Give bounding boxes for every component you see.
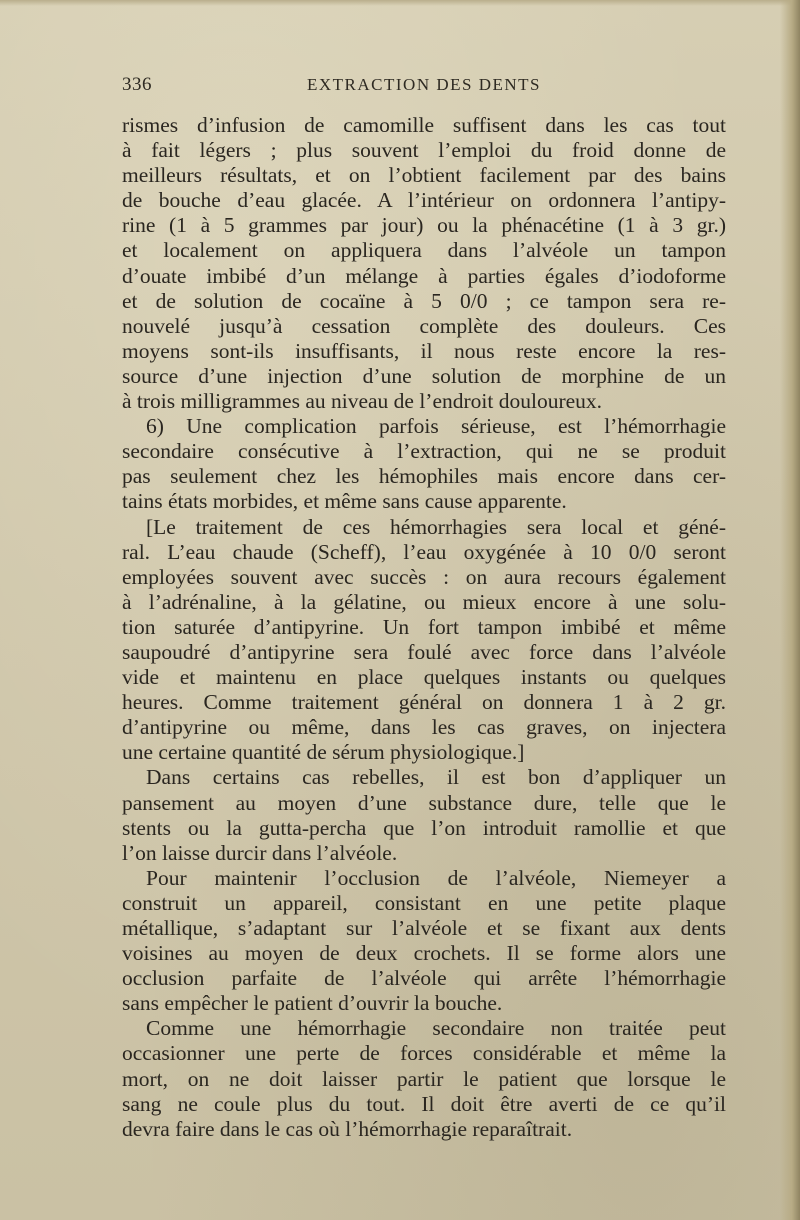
text-line: tains états morbides, et même sans cause apparente. xyxy=(122,489,567,514)
text-line: sans empêcher le patient d’ouvrir la bouche. xyxy=(122,991,503,1016)
text-line: d’antipyrine ou même, dans les cas graves, on injectera xyxy=(122,715,726,740)
text-line: stents ou la gutta-percha que l’on introduit ramollie et que xyxy=(122,815,726,840)
text-line: pansement au moyen d’une substance dure, telle que le xyxy=(122,790,726,815)
text-line: métallique, s’adaptant sur l’alvéole et se fixant aux dents xyxy=(122,916,726,940)
text-line: de bouche d’eau glacée. A l’intérieur on ordonnera l’antipy- xyxy=(122,188,726,213)
text-line: heures. Comme traitement général on donnera 1 à 2 gr. xyxy=(122,690,726,715)
text-line: Dans certains cas rebelles, il est bon d’appliquer un xyxy=(146,765,726,790)
text-line: rismes d’infusion de camomille suffisent dans les cas tout xyxy=(122,113,726,137)
text-line: tion saturée d’antipyrine. Un fort tampon imbibé et même xyxy=(122,614,726,639)
page-right-edge xyxy=(780,0,800,1220)
text-line: employées souvent avec succès : on aura recours également xyxy=(122,564,726,589)
text-line: saupoudré d’antipyrine sera foulé avec force dans l’alvéole xyxy=(122,639,726,664)
text-line: meilleurs résultats, et on l’obtient facilement par des bains xyxy=(122,163,726,188)
text-line: construit un appareil, consistant en une petite plaque xyxy=(122,890,726,915)
text-line: Comme une hémorrhagie secondaire non traitée peut xyxy=(146,1016,726,1041)
text-line: et de solution de cocaïne à 5 0/0 ; ce tampon sera re- xyxy=(122,288,726,313)
text-line: d’ouate imbibé d’un mélange à parties égales d’iodoforme xyxy=(122,263,726,288)
text-line: et localement on appliquera dans l’alvéole un tampon xyxy=(122,238,726,263)
text-line: une certaine quantité de sérum physiologique.] xyxy=(122,740,525,765)
text-line: mort, on ne doit laisser partir le patient que lorsque le xyxy=(122,1066,726,1091)
text-line: à l’adrénaline, à la gélatine, ou mieux encore à une solu- xyxy=(122,589,726,614)
text-line: devra faire dans le cas où l’hémorrhagie reparaîtrait. xyxy=(122,1116,573,1141)
page-top-edge xyxy=(0,0,800,6)
page-number: 336 xyxy=(122,74,152,95)
text-line: occasionner une perte de forces considérable et même la xyxy=(122,1041,726,1066)
running-title: EXTRACTION DES DENTS xyxy=(307,75,541,94)
text-line: source d’une injection d’une solution de morphine de un xyxy=(122,363,726,388)
text-line: sang ne coule plus du tout. Il doit être averti de ce qu’il xyxy=(122,1091,726,1116)
text-line: occlusion parfaite de l’alvéole qui arrête l’hémorrhagie xyxy=(122,966,726,991)
text-line: vide et maintenu en place quelques instants ou quelques xyxy=(122,665,726,690)
text-line: rine (1 à 5 grammes par jour) ou la phénacétine (1 à 3 gr.) xyxy=(122,213,726,238)
text-line: moyens sont-ils insuffisants, il nous reste encore la res- xyxy=(122,338,726,363)
text-line: [Le traitement de ces hémorrhagies sera local et géné- xyxy=(146,514,726,539)
text-line: ral. L’eau chaude (Scheff), l’eau oxygénée à 10 0/0 seront xyxy=(122,539,726,564)
text-line: pas seulement chez les hémophiles mais encore dans cer- xyxy=(122,464,726,489)
page-header xyxy=(122,74,726,100)
text-line: à trois milligrammes au niveau de l’endroit douloureux. xyxy=(122,389,603,414)
text-line: à fait légers ; plus souvent l’emploi du froid donne de xyxy=(122,138,726,163)
text-line: voisines au moyen de deux crochets. Il se forme alors une xyxy=(122,941,726,966)
text-line: l’on laisse durcir dans l’alvéole. xyxy=(122,840,398,865)
text-line: secondaire consécutive à l’extraction, qui ne se produit xyxy=(122,439,726,464)
text-line: Pour maintenir l’occlusion de l’alvéole, Niemeyer a xyxy=(146,865,726,890)
text-line: nouvelé jusqu’à cessation complète des douleurs. Ces xyxy=(122,313,726,338)
text-line: 6) Une complication parfois sérieuse, est l’hémorrhagie xyxy=(146,414,726,439)
body-text xyxy=(122,113,726,1142)
